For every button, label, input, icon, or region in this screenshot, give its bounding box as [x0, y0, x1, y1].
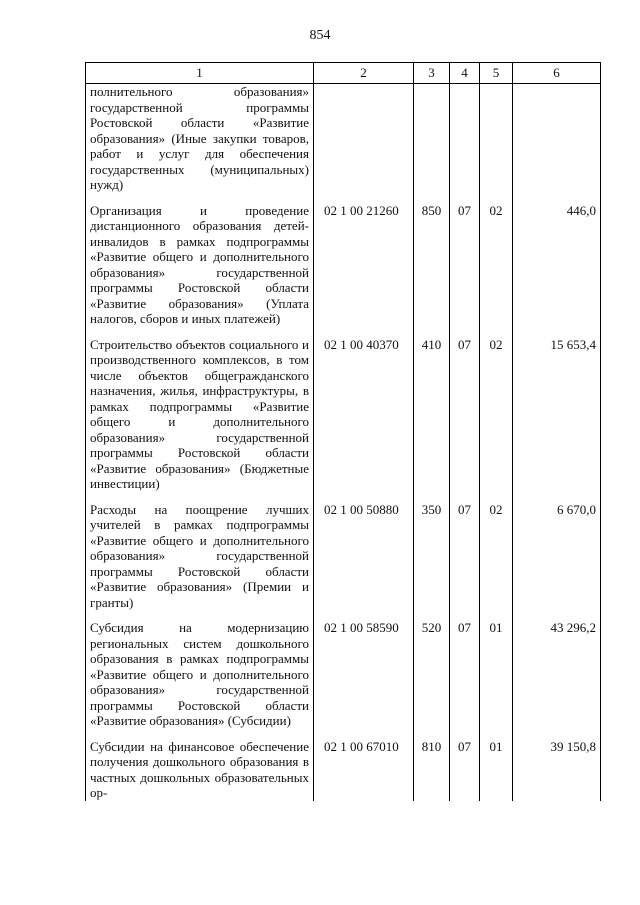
table-row — [86, 737, 601, 801]
row-subsection: 01 — [480, 618, 513, 737]
column-header: 6 — [513, 63, 601, 84]
row-subsection: 02 — [480, 201, 513, 335]
row-amount: 39 150,8 — [513, 737, 601, 801]
row-description: Субсидия на модернизацию региональных систем дошкольного образования в рамках подпрограммы «Развитие общего и дополнительного образования» государственной программы Ростовской области «Развитие образования» (Субсидии) — [86, 618, 314, 737]
row-target-code: 02 1 00 58590 — [314, 618, 414, 737]
row-subsection: 02 — [480, 500, 513, 619]
table-row — [86, 201, 601, 335]
column-header: 2 — [314, 63, 414, 84]
row-expense-type — [414, 84, 450, 201]
table-row — [86, 335, 601, 500]
page-number: 854 — [309, 28, 331, 43]
table-header-row — [86, 63, 601, 84]
row-amount: 15 653,4 — [513, 335, 601, 500]
row-expense-type: 810 — [414, 737, 450, 801]
row-section: 07 — [450, 500, 480, 619]
row-description: Строительство объектов социального и производственного комплексов, в том числе объектов общегражданского назначения, жилья, инфраструктуры, в рамках подпрограммы «Развитие общего и дополнительного образования» государственной программы Ростовской области «Развитие образования» (Бюджетные инвестиции) — [86, 335, 314, 500]
row-section: 07 — [450, 618, 480, 737]
row-amount — [513, 84, 601, 201]
row-target-code: 02 1 00 67010 — [314, 737, 414, 801]
row-description: полнительного образования» государственной программы Ростовской области «Развитие образования» (Иные закупки товаров, работ и услуг для обеспечения государственных (муниципальных) нужд) — [86, 84, 314, 201]
column-header: 4 — [450, 63, 480, 84]
row-expense-type: 850 — [414, 201, 450, 335]
column-header: 5 — [480, 63, 513, 84]
row-target-code — [314, 84, 414, 201]
row-amount: 6 670,0 — [513, 500, 601, 619]
row-description: Организация и проведение дистанционного образования детей-инвалидов в рамках подпрограммы «Развитие общего и дополнительного образования» государственной программы Ростовской области «Развитие образования» (Уплата налогов, сборов и иных платежей) — [86, 201, 314, 335]
row-expense-type: 410 — [414, 335, 450, 500]
row-section: 07 — [450, 335, 480, 500]
table-row — [86, 618, 601, 737]
column-header: 3 — [414, 63, 450, 84]
row-target-code: 02 1 00 40370 — [314, 335, 414, 500]
table-row — [86, 500, 601, 619]
row-section: 07 — [450, 737, 480, 801]
row-subsection — [480, 84, 513, 201]
row-target-code: 02 1 00 21260 — [314, 201, 414, 335]
row-subsection: 01 — [480, 737, 513, 801]
row-amount: 446,0 — [513, 201, 601, 335]
table-row — [86, 84, 601, 201]
row-target-code: 02 1 00 50880 — [314, 500, 414, 619]
row-amount: 43 296,2 — [513, 618, 601, 737]
row-expense-type: 520 — [414, 618, 450, 737]
row-expense-type: 350 — [414, 500, 450, 619]
column-header: 1 — [86, 63, 314, 84]
row-description: Расходы на поощрение лучших учителей в рамках подпрограммы «Развитие общего и дополнительного образования» государственной программы Ростовской области «Развитие образования» (Премии и гранты) — [86, 500, 314, 619]
row-section — [450, 84, 480, 201]
row-subsection: 02 — [480, 335, 513, 500]
row-description: Субсидии на финансовое обеспечение получения дошкольного образования в частных дошкольных образовательных ор- — [86, 737, 314, 801]
row-section: 07 — [450, 201, 480, 335]
budget-table — [85, 62, 601, 801]
